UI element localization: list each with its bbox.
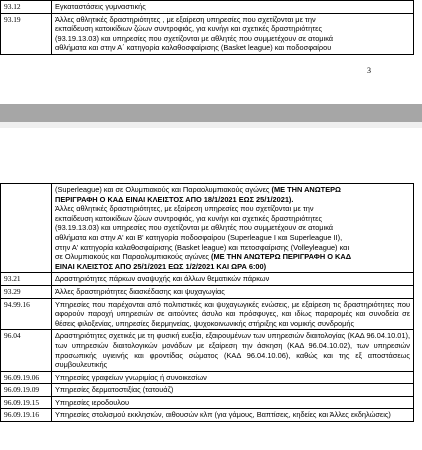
kad-code: 93.29: [1, 285, 52, 298]
table-row: [1, 184, 414, 273]
page-number: 3: [367, 66, 371, 75]
kad-code: 94.99.16: [1, 298, 52, 330]
page-separator-light: [0, 122, 422, 128]
table-row: [1, 409, 414, 422]
kad-description: Άλλες δραστηριότητες διασκέδασης και ψυχαγωγίας: [52, 285, 414, 298]
desc-line: σε Ολυμπιακούς και Παραολυμπιακούς αγώνες (ΜΕ ΤΗΝ ΑΝΩΤΕΡΩ ΠΕΡΙΓΡΑΦΗ Ο ΚΑΔ: [55, 252, 352, 262]
kad-description: Δραστηριότητες σχετικές με τη φυσική ευεξία, εξαιρουμένων των υπηρεσιών διαιτολογίας (ΚΑΔ 96.04.10.01), των υπηρεσιών διαιτολογικών μονάδων με εξαίρεση την άσκηση (ΚΑΔ 96.04.10.02), των υπηρεσιών προσωπικής υγιεινής και φροντίδας σώματος (ΚΑΔ 96.04.10.06), καθώς και της εξ αποστάσεως συμβουλευτικής: [52, 330, 414, 371]
kad-description: Υπηρεσίες που παρέχονται από πολιτιστικές και ψυχαγωγικές ενώσεις, με εξαίρεση τις δραστηριότητες που αφορούν παροχή υπηρεσιών σε αιτούντες άσυλο και πρόσφυγες, και ιδίως παραρομές και συνοδεία σε θέσεις φιλοξενίας, υπηρεσίες διερμηνείας, ψυχοκοινωνικής στήριξης και νομικής συνδρομής: [52, 298, 414, 330]
kad-code: [1, 184, 52, 273]
table-row: [1, 298, 414, 330]
desc-line: εκπαίδευση κατοικίδιων ζώων συντροφιάς, για κυνήγι και σχετικές δραστηριότητες: [55, 213, 323, 223]
kad-code: 96.09.19.09: [1, 384, 52, 397]
kad-code: 96.04: [1, 330, 52, 371]
kad-description: [52, 184, 414, 273]
table-row: [1, 396, 414, 409]
kad-description: Υπηρεσίες στολισμού εκκλησιών, αιθουσών κλπ (για γάμους, Βαπτίσεις, κηδείες και Άλλες εκδηλώσεις): [52, 409, 414, 422]
table-row: [1, 13, 414, 54]
desc-line: αθλήματα και στην Α΄ κατηγορία καλαθοσφαίρισης (Basket league) και ποδοσφαίρου: [55, 43, 332, 53]
kad-code: 93.12: [1, 1, 52, 14]
desc-line: εκπαίδευση κατοικίδιων ζώων συντροφιάς, για κυνήγι και σχετικές δραστηριότητες: [55, 24, 323, 34]
desc-line: ΠΕΡΙΓΡΑΦΗ Ο ΚΑΔ ΕΙΝΑΙ ΚΛΕΙΣΤΟΣ ΑΠΟ 18/1/2021 ΕΩΣ 25/1/2021).: [55, 194, 294, 204]
table-row: [1, 384, 414, 397]
desc-line: (93.19.13.03) και υπηρεσίες που σχετίζονται με αθλητές που συμμετέχουν σε ατομικά: [55, 33, 334, 43]
desc-line: (93.19.13.03) και υπηρεσίες που σχετίζονται με αθλητές που συμμετέχουν σε ατομικά: [55, 223, 334, 233]
kad-code: 96.09.19.06: [1, 371, 52, 384]
table-row: [1, 330, 414, 371]
page-separator: [0, 104, 422, 122]
desc-line: Άλλες αθλητικές δραστηριότητες , με εξαίρεση υπηρεσίες που σχετίζονται με την: [55, 14, 316, 24]
kad-description: Υπηρεσίες γραφείων γνωριμίας ή συνοικεσίων: [52, 371, 414, 384]
kad-description: [52, 13, 414, 54]
table-row: [1, 371, 414, 384]
table-row: [1, 285, 414, 298]
desc-line: αθλήματα και στην Α' και Β' κατηγορία ποδοσφαίρου (Superleague I και Superleague II),: [55, 232, 343, 242]
desc-line: Άλλες αθλητικές δραστηριότητες, με εξαίρεση υπηρεσίες που σχετίζονται με την: [55, 204, 314, 214]
kad-description: Δραστηριότητες πάρκων αναψυχής και άλλων θεματικών πάρκων: [52, 273, 414, 286]
desc-line: (Superleague) και σε Ολυμπιακούς και Παραολυμπιακούς αγώνες (ΜΕ ΤΗΝ ΑΝΩΤΕΡΩ: [55, 185, 341, 194]
table-row: [1, 273, 414, 286]
kad-code: 96.09.19.16: [1, 409, 52, 422]
kad-description: Υπηρεσίες δερματοστιξίας (τατουάζ): [52, 384, 414, 397]
desc-line: στην Α' κατηγορία καλαθοσφαίρισης (Basket league) και πετοσφαίρισης (Volleyleague) και: [55, 242, 350, 252]
kad-description: Εγκαταστάσεις γυμναστικής: [52, 1, 414, 14]
page1-kad-table: [0, 0, 414, 55]
table-row: [1, 1, 414, 14]
kad-code: 93.21: [1, 273, 52, 286]
kad-code: 93.19: [1, 13, 52, 54]
kad-description: Υπηρεσίες ιεροδουλου: [52, 396, 414, 409]
desc-line: ΕΙΝΑΙ ΚΛΕΙΣΤΟΣ ΑΠΟ 25/1/2021 ΕΩΣ 1/2/2021 ΚΑΙ ΩΡΑ 6:00): [55, 261, 267, 271]
kad-code: 96.09.19.15: [1, 396, 52, 409]
page2-kad-table: [0, 183, 414, 422]
